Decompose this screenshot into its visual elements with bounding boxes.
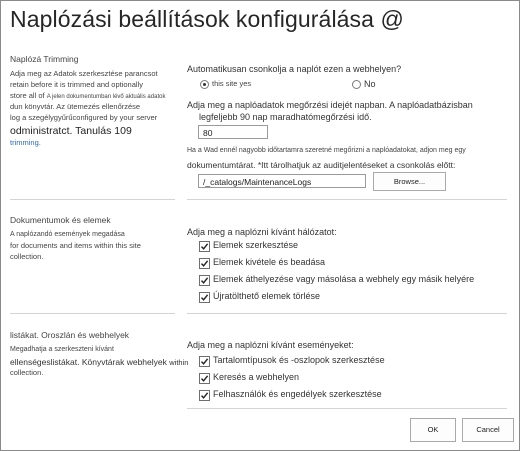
checkbox[interactable] <box>199 275 210 286</box>
store-note-line1: Ha a Wad ennél nagyobb időtartamra szeretné megőrizni a naplóadatokat, adjon meg egy <box>187 147 466 154</box>
lists-desc-line2 <box>10 357 188 367</box>
divider-right-1 <box>187 199 507 200</box>
auto-trim-question: Automatikusan csonkolja a naplót ezen a webhelyen? <box>187 64 402 74</box>
trimming-desc-line4: dun könyvtár. Az ütemezés ellenőrzése <box>10 102 141 111</box>
checkmark-icon <box>200 357 209 366</box>
trimming-link[interactable]: trimming. <box>10 138 41 147</box>
trimming-desc-line5-a: log a szegélygyűrű <box>10 113 73 122</box>
lists-prompt: Adja meg a naplózni kívánt eseményeket: <box>187 340 354 350</box>
trimming-desc-line5 <box>10 113 157 123</box>
checkbox[interactable] <box>199 356 210 367</box>
checkmark-icon <box>200 374 209 383</box>
radio-no[interactable] <box>352 80 361 89</box>
browse-button[interactable]: Browse... <box>373 172 446 191</box>
checkbox-label: Keresés a webhelyen <box>213 372 300 382</box>
checkbox-label: Elemek áthelyezése vagy másolása a webhely egy másik helyére <box>213 274 475 284</box>
days-label-line1: Adja meg a naplóadatok megőrzési idejét napban. A naplóadatbázisban <box>187 100 473 110</box>
trimming-section-title <box>10 54 79 64</box>
trimming-section-title-b: Trimming <box>43 54 79 64</box>
documents-desc-line1: A naplózandó események megadása <box>10 231 125 238</box>
trimming-desc-line3-b: A jelen dokumentumban lévő aktuális adatok <box>46 94 166 100</box>
divider-right-2 <box>187 313 507 314</box>
trimming-desc-line1: Adja meg az Adatok szerkesztése parancsot <box>10 69 158 78</box>
checkbox[interactable] <box>199 258 210 269</box>
radio-no-label: No <box>364 79 376 89</box>
trimming-desc-line5-b: configured by your server <box>72 113 158 122</box>
trimming-section-title-a: Naplózá <box>10 54 42 64</box>
lists-section-title: listákat. Oroszlán és webhelyek <box>10 330 130 340</box>
checkmark-icon <box>200 391 209 400</box>
lists-desc-line1: Megadhatja a szerkeszteni kívánt <box>10 346 114 353</box>
checkbox[interactable] <box>199 241 210 252</box>
ok-button[interactable]: OK <box>410 418 456 442</box>
checkbox[interactable] <box>199 292 210 303</box>
divider-right-3 <box>187 408 507 409</box>
documents-desc-line2: for documents and items within this site <box>10 241 141 250</box>
lists-desc-line2-b: within <box>169 358 189 367</box>
lists-desc-line3: collection. <box>10 368 44 377</box>
radio-yes[interactable] <box>200 80 209 89</box>
trimming-desc-line3 <box>10 91 165 102</box>
divider-left-1 <box>10 199 175 200</box>
checkmark-icon <box>200 242 209 251</box>
days-label-line2: legfeljebb 90 nap maradhatómegőrzési idő. <box>199 112 372 122</box>
checkbox[interactable] <box>199 390 210 401</box>
trimming-desc-line6: odministratct. Tanulás 109 <box>10 125 132 137</box>
checkbox-label: Tartalomtípusok és -oszlopok szerkesztése <box>213 355 385 365</box>
trimming-desc-line2: retain before it is trimmed and optionally <box>10 80 143 89</box>
checkmark-icon <box>200 259 209 268</box>
cancel-button[interactable]: Cancel <box>462 418 514 442</box>
checkbox-label: Elemek szerkesztése <box>213 240 299 250</box>
documents-desc-line3: collection. <box>10 252 44 261</box>
documents-prompt: Adja meg a naplózni kívánt hálózatot: <box>187 227 337 237</box>
checkmark-icon <box>200 276 209 285</box>
divider-left-2 <box>10 313 175 314</box>
retention-days-input[interactable]: 80 <box>198 125 268 139</box>
radio-yes-label: this site yes <box>212 79 252 88</box>
trimming-desc-line3-a: store all of <box>10 91 45 100</box>
checkmark-icon <box>200 293 209 302</box>
lists-desc-line2-a: ellenségeslistákat. Könyvtárak webhelyek <box>10 357 167 367</box>
documents-section-title: Dokumentumok és elemek <box>10 215 111 225</box>
checkbox[interactable] <box>199 373 210 384</box>
checkbox-label: Újratölthető elemek törlése <box>213 291 321 301</box>
store-note-line2: dokumentumtárat. *Itt tárolhatjuk az auditjelentéseket a csonkolás előtt: <box>187 160 456 170</box>
checkbox-label: Felhasználók és engedélyek szerkesztése <box>213 389 382 399</box>
checkbox-label: Elemek kivétele és beadása <box>213 257 326 267</box>
page-title: Naplózási beállítások konfigurálása @ <box>10 6 404 32</box>
library-path-input[interactable]: /_catalogs/MaintenanceLogs <box>198 174 366 188</box>
